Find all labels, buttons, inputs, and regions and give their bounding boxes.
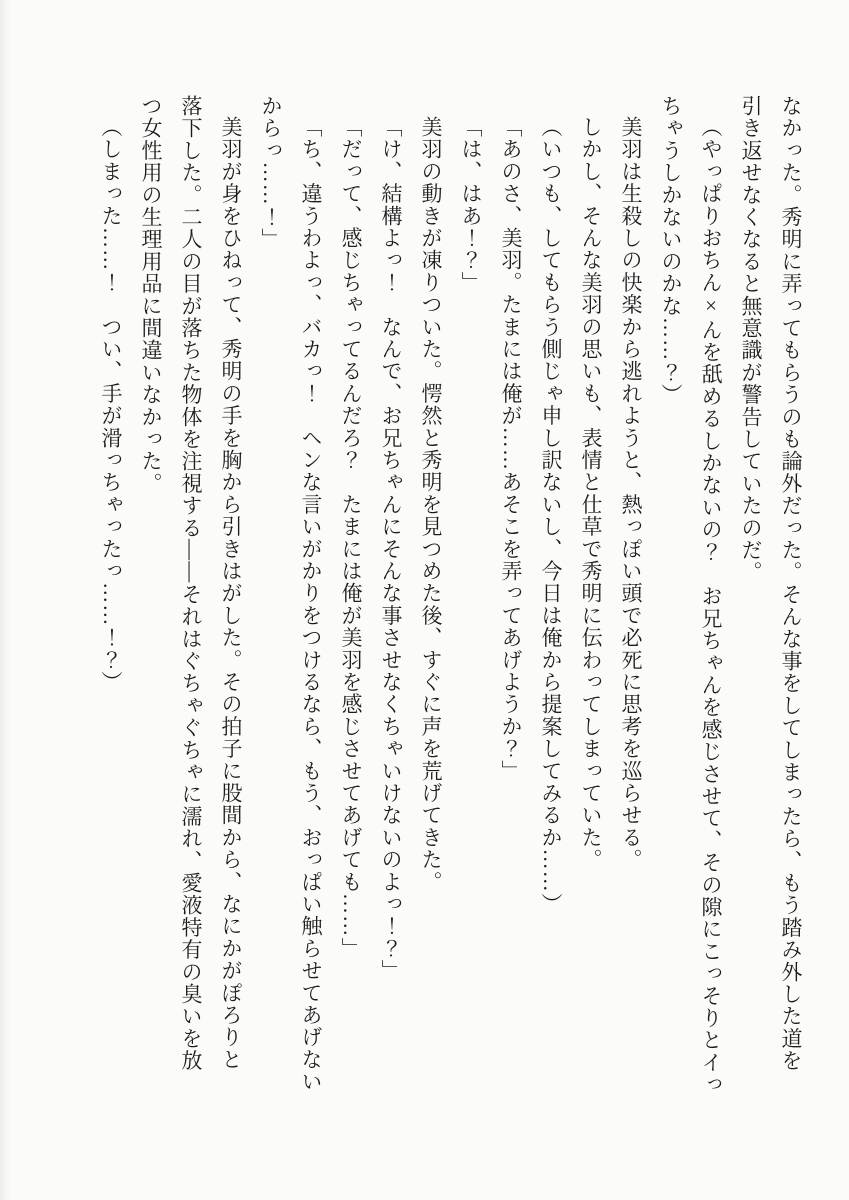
text-line: 「は、はあ！？」 — [459, 116, 483, 294]
text-line: 「あのさ、美羽。たまには俺が……あそこを弄ってあげようか？」 — [499, 116, 523, 782]
text-line: （いつも、してもらう側じゃ申し訳ないし、今日は俺から提案してみるか……） — [539, 116, 563, 916]
text-line: 「け、結構よっ！ なんで、お兄ちゃんにそんな事させなくちゃいけないのよっ！？」 — [379, 116, 403, 982]
text-line: 美羽が身をひねって、秀明の手を胸から引きはがした。その拍子に股間から、なにかがぽろりと — [219, 116, 243, 1071]
text-line: 美羽は生殺しの快楽から逃れようと、熱っぽい頭で必死に思考を巡らせる。 — [619, 116, 643, 871]
text-line: からっ……！」 — [259, 95, 283, 251]
text-line: なかった。秀明に弄ってもらうのも論外だった。そんな事をしてしまったら、もう踏み外した道を — [779, 95, 803, 1072]
text-line: 美羽の動きが凍りついた。愕然と秀明を見つめた後、すぐに声を荒げてきた。 — [419, 116, 443, 893]
text-line: 引き返せなくなると無意識が警告していたのだ。 — [739, 95, 763, 584]
text-line: 「ち、違うわよっ、バカっ！ ヘンな言いがかりをつけるなら、もう、おっぱい触らせてあげない — [299, 116, 323, 1093]
text-line: しかし、そんな美羽の思いも、表情と仕草で秀明に伝わってしまっていた。 — [579, 116, 603, 871]
text-line: つ女性用の生理用品に間違いなかった。 — [139, 95, 163, 495]
text-line: （やっぱりおちん×んを舐めるしかないの？ お兄ちゃんを感じさせて、その隙にこっそりとイっ — [699, 116, 723, 1096]
text-line: （しまった……！ つい、手が滑っちゃったっ……！？） — [99, 116, 123, 694]
novel-text-block — [91, 95, 811, 1100]
text-line: 落下した。二人の目が落ちた物体を注視する――それはぐちゃぐちゃに濡れ、愛液特有の臭いを放 — [179, 95, 203, 1072]
text-line: ちゃうしかないのかな……？） — [659, 95, 683, 406]
text-line: 「だって、感じちゃってるんだろ？ たまには俺が美羽を感じさせてあげても……」 — [339, 116, 363, 960]
page-edge-shading — [0, 0, 10, 1200]
